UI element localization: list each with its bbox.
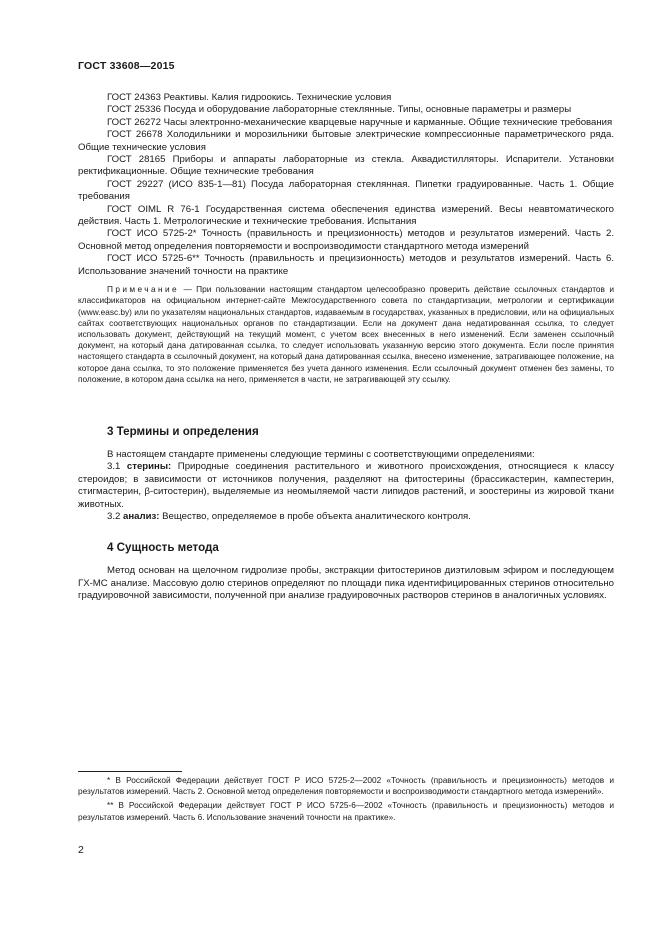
reference-item: ГОСТ 26272 Часы электронно-механические кварцевые наручные и карманные. Общие технические требования	[107, 116, 613, 128]
term-name: анализ:	[123, 510, 160, 522]
term-definition: Вещество, определяемое в пробе объекта аналитического контроля.	[159, 510, 471, 522]
reference-item: ГОСТ OIML R 76-1 Государственная система обеспечения единства измерений. Весы неавтоматического действия. Часть 1. Метрологические и технические требования. Испытания	[78, 203, 614, 228]
term-stereins	[78, 461, 614, 511]
section-4-text: Метод основан на щелочном гидролизе пробы, экстракции фитостеринов диэтиловым эфиром и последующем ГХ-МС анализе. Массовую долю стеринов определяют по площади пика идентифицированных стеринов относительно градуировочной зависимости, полученной при анализе градуировочных растворов стеринов в аналогичных условиях.	[78, 565, 614, 602]
footnote: * В Российской Федерации действует ГОСТ Р ИСО 5725-2—2002 «Точность (правильность и прецизионность) методов и результатов измерений. Часть 2. Основной метод определения повторяемости и воспроизводимости стандартного метода измерений».	[78, 775, 614, 797]
term-definition: Природные соединения растительного и животного происхождения, относящиеся к классу стероидов; в зависимости от источников получения, разделяют на фитостерины (брассикастерин, кампестерин, стигмастерин, β-ситостерин), выделяемые из неомыляемой части липидов растений, и зоостерины из жировой ткани животных.	[78, 461, 614, 510]
section-4-title: 4 Сущность метода	[107, 541, 219, 555]
term-number: 3.1	[107, 461, 127, 473]
term-analyte	[78, 511, 614, 523]
reference-item: ГОСТ ИСО 5725-6** Точность (правильность и прецизионность) методов и результатов измерений. Часть 6. Использование значений точности на практике	[78, 253, 614, 277]
page-number: 2	[78, 844, 84, 856]
reference-item: ГОСТ 28165 Приборы и аппараты лабораторные из стекла. Аквадистилляторы. Испарители. Установки ректификационные. Общие технические требования	[78, 154, 614, 178]
reference-item: ГОСТ 26678 Холодильники и морозильники бытовые электрические компрессионные параметрического ряда. Общие технические условия	[78, 129, 614, 153]
page-content	[78, 92, 614, 603]
reference-item: ГОСТ 25336 Посуда и оборудование лабораторные стеклянные. Типы, основные параметры и размеры	[107, 104, 572, 116]
reference-item: ГОСТ 29227 (ИСО 835-1—81) Посуда лабораторная стеклянная. Пипетки градуированные. Часть 1. Общие требования	[78, 178, 614, 203]
note-text: — При пользовании настоящим стандартом целесообразно проверить действие ссылочных стандартов и классификаторов на официальном интернет-сайте Межгосударственного совета по стандартизации, метрологии и сертификации (www.easc.by) или по указателям национальных стандартов, издаваемым в государствах, указанных в предисловии, или на официальных сайтах соответствующих национальных органов по стандартизации. Если на документ дана недатированная ссылка, то следует использовать документ, действующий на текущий момент, с учетом всех внесенных в него изменений. Если заменен ссылочный документ, на который дана датированная ссылка, то следует использовать указанную версию этого документа. Если после принятия настоящего стандарта в ссылочный документ, на который дана датированная ссылка, внесено изменение, затрагивающее положение, на которое дана ссылка, то это положение применяется без учета данного изменения. Если ссылочный документ отменен без замены, то положение, в котором дана ссылка на него, применяется в части, не затрагивающей эту ссылку.	[78, 284, 614, 384]
reference-item: ГОСТ 24363 Реактивы. Калия гидроокись. Технические условия	[107, 92, 392, 103]
references-note	[78, 284, 614, 385]
footnotes	[78, 775, 614, 826]
standard-code-header: ГОСТ 33608—2015	[78, 60, 175, 72]
term-name: стерины:	[126, 461, 172, 473]
section-3-title: 3 Термины и определения	[107, 424, 259, 438]
footnote: ** В Российской Федерации действует ГОСТ Р ИСО 5725-6—2002 «Точность (правильность и прецизионность) методов и результатов измерений. Часть 6. Использование значений точности на практике».	[78, 800, 614, 822]
section-3-intro: В настоящем стандарте применены следующие термины с соответствующими определениями:	[107, 448, 535, 460]
note-label: Примечание	[107, 284, 180, 295]
footnote-separator	[78, 771, 182, 772]
reference-item: ГОСТ ИСО 5725-2* Точность (правильность и прецизионность) методов и результатов измерений. Часть 2. Основной метод определения повторяемости и воспроизводимости стандартного метода измерений	[78, 228, 614, 252]
term-number: 3.2	[107, 510, 124, 522]
